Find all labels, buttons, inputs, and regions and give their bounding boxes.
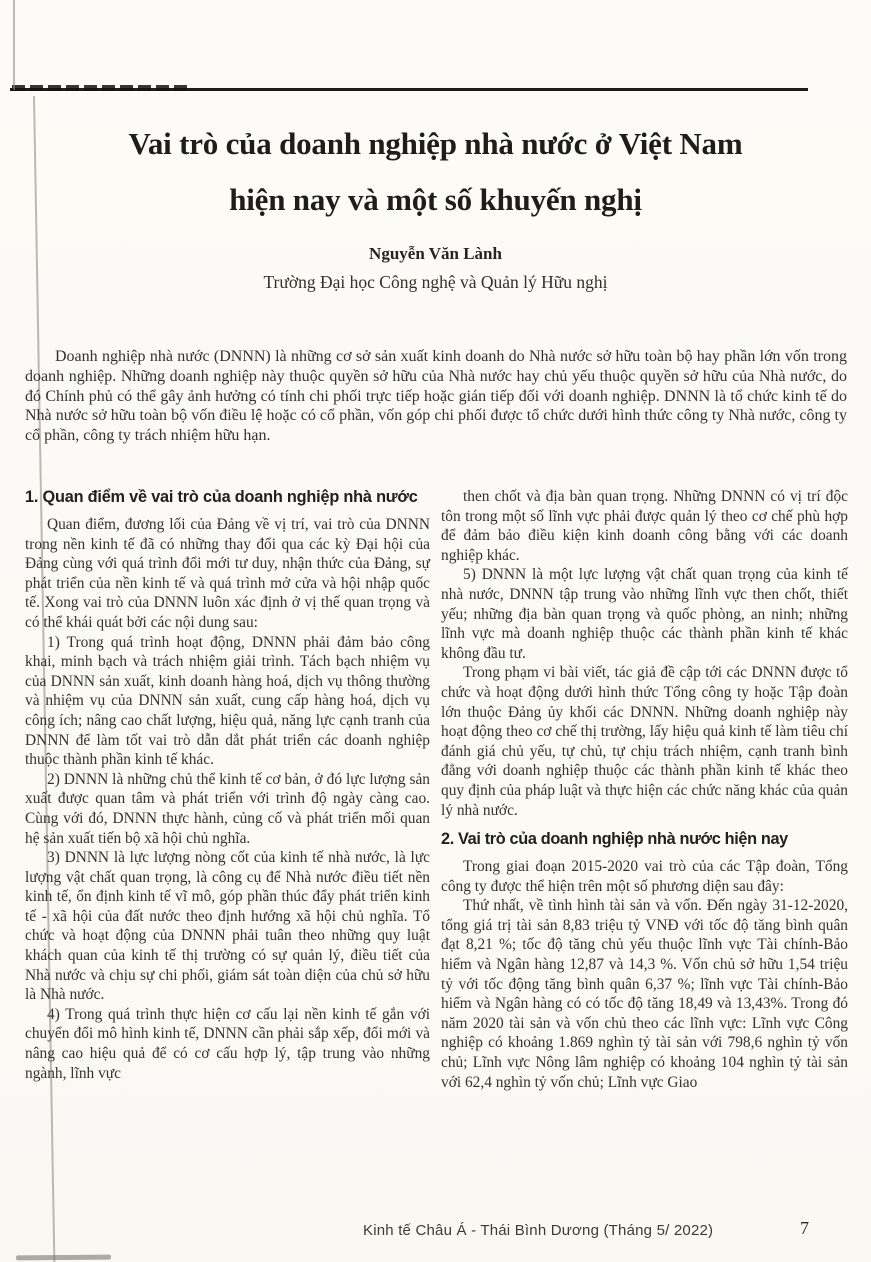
author-affiliation: Trường Đại học Công nghệ và Quản lý Hữu nghị	[263, 272, 608, 292]
abstract-paragraph: Doanh nghiệp nhà nước (DNNN) là những cơ sở sản xuất kinh doanh do Nhà nước sở hữu toàn bộ hay phần lớn vốn trong doanh nghiệp. Những doanh nghiệp này thuộc quyền sở hữu của Nhà nước hay chủ yếu thuộc quyền sở hữu của Nhà nước, do đó Chính phủ có thể gây ảnh hưởng có tính chi phối trực tiếp hoặc gián tiếp đối với doanh nghiệp. DNNN là tổ chức kinh tế do Nhà nước sở hữu toàn bộ vốn điều lệ hoặc có cổ phần, vốn góp chi phối được tổ chức dưới hình thức công ty Nhà nước, công ty cổ phần, công ty trách nhiệm hữu hạn.	[25, 348, 847, 445]
left-column	[25, 487, 430, 1083]
footer-page-number: 7	[800, 1218, 809, 1238]
scan-artifact-smudge-bottom	[16, 1255, 111, 1261]
article-title-line2: hiện nay và một số khuyến nghị	[229, 182, 642, 217]
body-paragraph: 2) DNNN là những chủ thể kinh tế cơ bản, ở đó lực lượng sản xuất được quan tâm và phát triển với trình độ ngày càng cao. Cùng với đó, DNNN thực hành, củng cố và phát triển mối quan hệ sản xuất tiến bộ xã hội chủ nghĩa.	[25, 770, 430, 847]
body-paragraph: Trong phạm vi bài viết, tác giả đề cập tới các DNNN được tổ chức và hoạt động dưới hình thức Tổng công ty hoặc Tập đoàn lớn thuộc Đảng ủy khối các DNNN. Những doanh nghiệp này hoạt động theo cơ chế thị trường, lấy hiệu quả kinh tế làm tiêu chí đánh giá chủ yếu, tự chủ, tự chịu trách nhiệm, cạnh tranh bình đẳng với doanh nghiệp thuộc các thành phần kinh tế khác theo quy định của pháp luật và thực hiện các chức năng khác của quản lý nhà nước.	[441, 664, 848, 819]
header-rule-scan-marks	[12, 85, 187, 91]
body-paragraph: 5) DNNN là một lực lượng vật chất quan trọng của kinh tế nhà nước, DNNN tập trung vào những lĩnh vực then chốt, thiết yếu; những địa bàn quan trọng và quốc phòng, an ninh; những lĩnh vực mà doanh nghiệp thuộc các thành phần kinh tế khác không đầu tư.	[441, 566, 848, 662]
footer-journal-name: Kinh tế Châu Á - Thái Bình Dương (Tháng 5/ 2022)	[363, 1222, 714, 1239]
scan-artifact-line-top	[13, 0, 15, 90]
author-name: Nguyễn Văn Lành	[369, 244, 502, 263]
section-1-heading: 1. Quan điểm về vai trò của doanh nghiệp nhà nước	[25, 488, 418, 506]
body-paragraph: 1) Trong quá trình hoạt động, DNNN phải đảm bảo công khai, minh bạch và trách nhiệm giải trình. Tách bạch nhiệm vụ của DNNN sản xuất, kinh doanh hàng hoá, dịch vụ thông thường và nhiệm vụ của DNNN sản xuất, cung cấp hàng hoá, dịch vụ công ích; nâng cao chất lượng, hiệu quả, năng lực cạnh tranh của DNNN để làm tốt vai trò dẫn dắt phát triển các doanh nghiệp thuộc thành phần kinh tế khác.	[25, 633, 430, 769]
body-paragraph: then chốt và địa bàn quan trọng. Những DNNN có vị trí độc tôn trong một số lĩnh vực phải được quản lý theo cơ chế phù hợp để đảm bảo điều kiện kinh doanh công bằng với các doanh nghiệp khác.	[441, 488, 848, 564]
body-paragraph: Quan điểm, đương lối của Đảng về vị trí, vai trò của DNNN trong nền kinh tế đã có những thay đổi qua các kỳ Đại hội của Đảng cùng với quá trình đổi mới tư duy, nhận thức của Đảng, sự phát triển của nền kinh tế và quá trình mở cửa và hội nhập quốc tế. Xong vai trò của DNNN luôn xác định ở vị thế quan trọng và có thể khái quát bởi các nội dung sau:	[25, 516, 430, 631]
body-paragraph: Trong giai đoạn 2015-2020 vai trò của các Tập đoàn, Tổng công ty được thể hiện trên một số phương diện sau đây:	[441, 858, 848, 895]
article-title-line1: Vai trò của doanh nghiệp nhà nước ở Việt Nam	[128, 126, 743, 161]
article-title	[0, 116, 871, 228]
body-paragraph: 3) DNNN là lực lượng nòng cốt của kinh tế nhà nước, là lực lượng vật chất quan trọng, là công cụ để Nhà nước điều tiết nền kinh tế, ổn định kinh tế vĩ mô, góp phần thúc đẩy phát triển kinh tế - xã hội của đất nước theo định hướng xã hội chủ nghĩa. Tổ chức và hoạt động của DNNN phải tuân theo những quy luật khách quan của kinh tế thị trường có sự quản lý, điều tiết của Nhà nước và chịu sự chi phối, giám sát toàn diện của chủ sở hữu là Nhà nước.	[25, 849, 430, 1004]
body-paragraph: 4) Trong quá trình thực hiện cơ cấu lại nền kinh tế gắn với chuyển đổi mô hình kinh tế, DNNN cần phải sắp xếp, đổi mới và nâng cao hiệu quả để có cơ cấu hợp lý, tập trung vào những ngành, lĩnh vực	[25, 1005, 430, 1082]
body-paragraph: Thứ nhất, về tình hình tài sản và vốn. Đến ngày 31-12-2020, tổng giá trị tài sản 8,83 triệu tỷ VNĐ với tốc độ tăng bình quân đạt 8,21 %; tốc độ tăng chủ yếu thuộc lĩnh vực Tài chính-Bảo hiểm và Ngân hàng 12,87 và 14,3 %. Vốn chủ sở hữu 1,54 triệu tỷ với tốc động tăng bình quân 6,37 %; lĩnh vực Tài chính-Bảo hiểm và Ngân hàng có có tốc độ tăng 18,49 và 13,43%. Trong đó năm 2020 tài sản và vốn chủ theo các lĩnh vực: Lĩnh vực Công nghiệp có khoảng 1.869 nghìn tỷ tài sản với 798,6 nghìn tỷ vốn chủ; Lĩnh vực Nông lâm nghiệp có khoảng 104 nghìn tỷ tài sản với 62,4 nghìn tỷ vốn chủ; Lĩnh vực Giao	[441, 897, 848, 1091]
right-column	[441, 487, 848, 1092]
section-2-heading: 2. Vai trò của doanh nghiệp nhà nước hiện nay	[441, 830, 788, 849]
